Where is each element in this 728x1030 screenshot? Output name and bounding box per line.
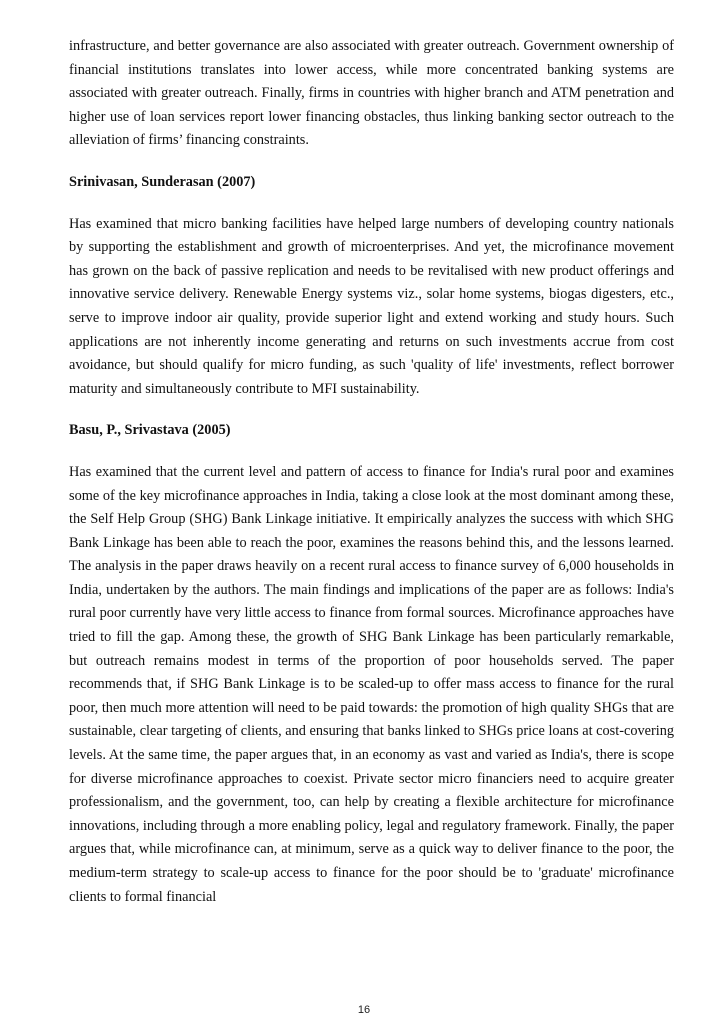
paragraph-spacer xyxy=(69,401,674,419)
section-heading-srinivasan: Srinivasan, Sunderasan (2007) xyxy=(69,173,256,190)
paragraph-spacer xyxy=(69,153,674,171)
section-body-srinivasan: Has examined that micro banking facilities have helped large numbers of developing country nationals by supporting the establishment and growth of microenterprises. And yet, the microfinance movement has grown on the back of passive replication and needs to be revitalised with new product offerings and innovative service delivery. Renewable Energy systems viz., solar home systems, biogas digesters, etc., serve to improve indoor air quality, provide superior light and extend working and study hours. Such applications are not inherently income generating and returns on such investments accrue from cost avoidance, but should qualify for micro funding, as such 'quality of life' investments, reflect borrower maturity and simultaneously contribute to MFI sustainability. xyxy=(69,215,674,397)
paragraph-spacer xyxy=(69,195,674,213)
section-heading-basu: Basu, P., Srivastava (2005) xyxy=(69,422,231,439)
section-body-basu: Has examined that the current level and pattern of access to finance for India's rural poor and examines some of the key microfinance approaches in India, taking a close look at the most dominant among these, the Self Help Group (SHG) Bank Linkage initiative. It empirically analyzes the success with which SHG Bank Linkage has been able to reach the poor, examines the reasons behind this, and the lessons learned. The analysis in the paper draws heavily on a recent rural access to finance survey of 6,000 households in India, undertaken by the authors. The main findings and implications of the paper are as follows: India's rural poor currently have very little access to finance from formal sources. Microfinance approaches have tried to fill the gap. Among these, the growth of SHG Bank Linkage has been particularly remarkable, but outreach remains modest in terms of the proportion of poor households served. The paper recommends that, if SHG Bank Linkage is to be scaled-up to offer mass access to finance for the rural poor, then much more attention will need to be paid towards: the promotion of high quality SHGs that are sustainable, clear targeting of clients, and ensuring that banks linked to SHGs price loans at cost-covering levels. At the same time, the paper argues that, in an economy as vast and varied as India's, there is scope for diverse microfinance approaches to coexist. Private sector micro financiers need to acquire greater professionalism, and the government, too, can help by creating a flexible architecture for microfinance innovations, including through a more enabling policy, legal and regulatory framework. Finally, the paper argues that, while microfinance can, at minimum, serve as a quick way to deliver finance to the poor, the medium-term strategy to scale-up access to finance for the poor should be to 'graduate' microfinance clients to formal financial xyxy=(69,463,674,905)
document-page xyxy=(69,35,674,909)
page-number: 16 xyxy=(357,1004,371,1016)
intro-paragraph: infrastructure, and better governance are also associated with greater outreach. Government ownership of financial institutions translates into lower access, while more concentrated banking systems are associated with greater outreach. Finally, firms in countries with higher branch and ATM penetration and higher use of loan services report lower financing obstacles, thus linking banking sector outreach to the alleviation of firms’ financing constraints. xyxy=(69,38,674,149)
paragraph-spacer xyxy=(69,443,674,461)
